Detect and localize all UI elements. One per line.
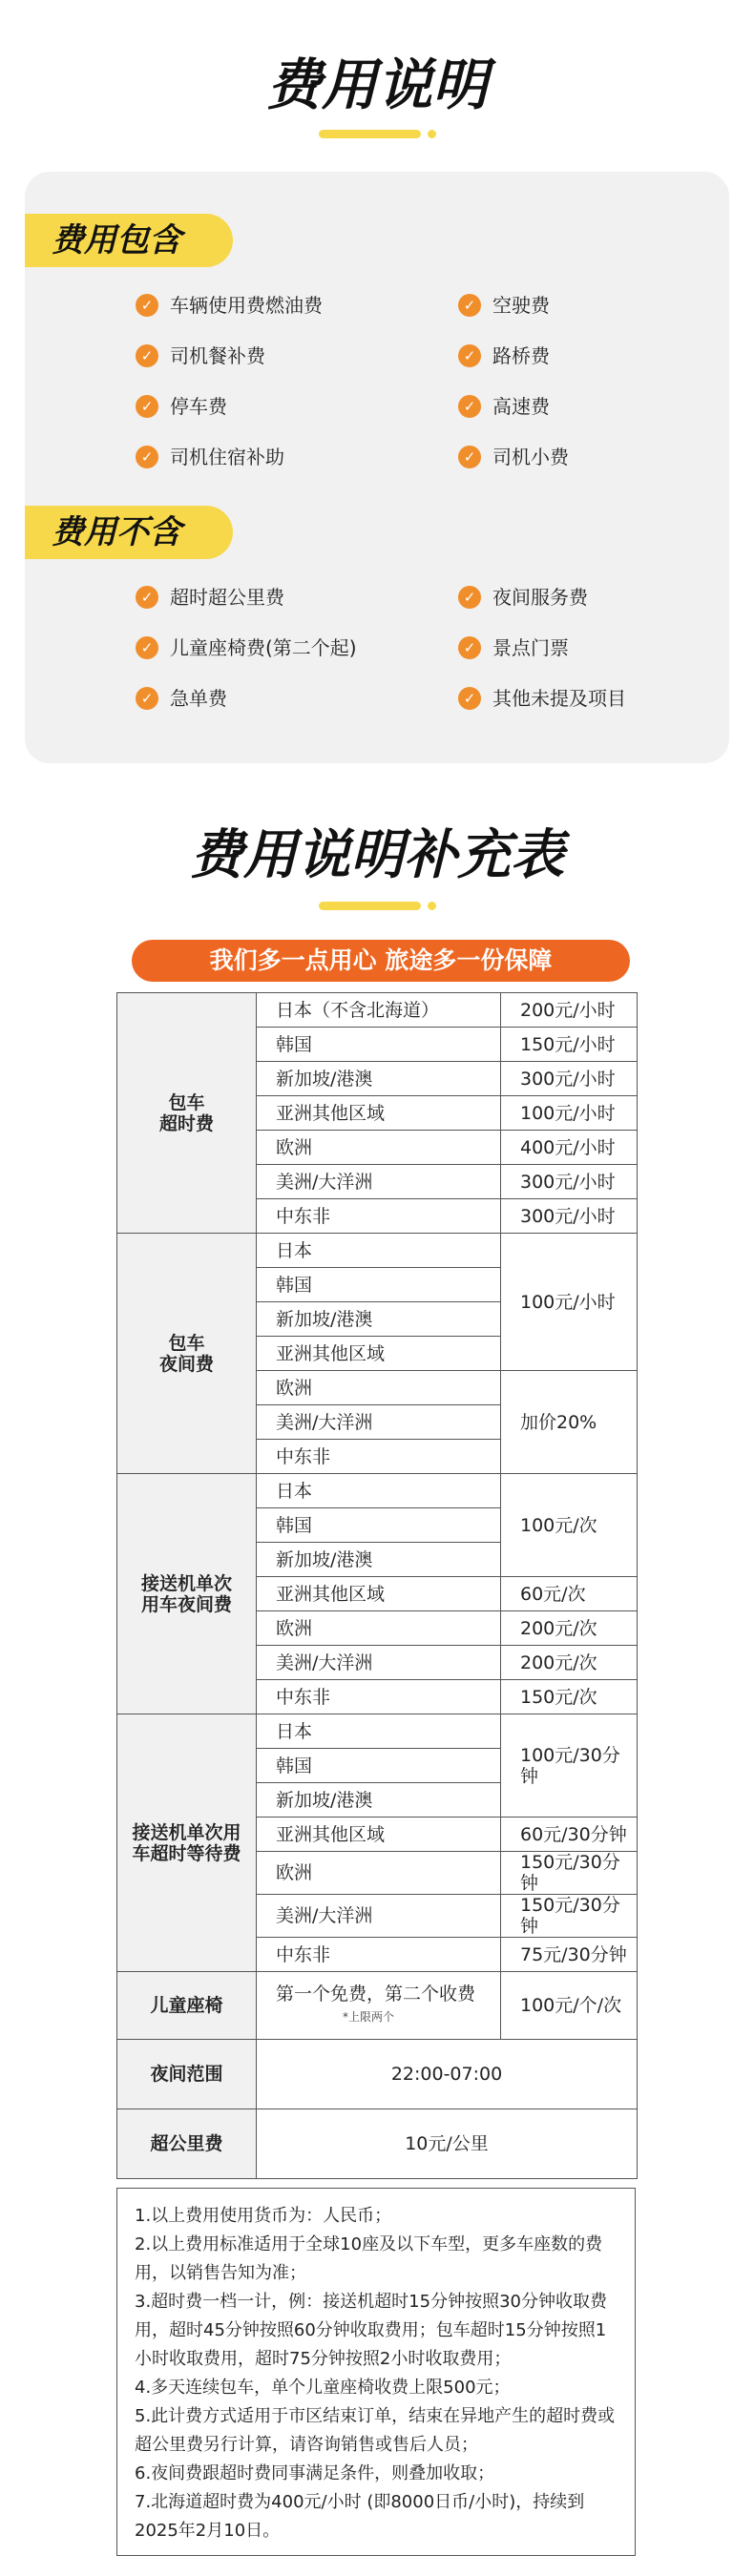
- check-icon: ✓: [458, 446, 481, 468]
- child-seat-desc-cell: [257, 1972, 501, 2040]
- price-cell: 100元/30分钟: [501, 1714, 638, 1818]
- price-cell: 150元/小时: [501, 1028, 638, 1062]
- child-seat-desc: 第一个免费，第二个收费: [276, 1984, 476, 2005]
- excluded-item: ✓ 夜间服务费: [458, 582, 588, 613]
- region-cell: 中东非: [257, 1680, 501, 1714]
- price-cell: 300元/小时: [501, 1165, 638, 1199]
- note-item: 2.以上费用标准适用于全球10座及以下车型，更多车座数的费用，以销售告知为准；: [135, 2234, 603, 2283]
- region-cell: 亚洲其他区域: [257, 1577, 501, 1611]
- region-cell: 韩国: [257, 1749, 501, 1783]
- note-item: 1.以上费用使用货币为：人民币；: [135, 2206, 392, 2226]
- price-cell: 75元/30分钟: [501, 1938, 638, 1972]
- note-item: 4.多天连续包车，单个儿童座椅收费上限500元；: [135, 2378, 511, 2398]
- region-cell: 中东非: [257, 1440, 501, 1474]
- check-icon: ✓: [458, 294, 481, 317]
- region-cell: 新加坡/港澳: [257, 1783, 501, 1818]
- price-cell: 200元/小时: [501, 993, 638, 1028]
- region-cell: 亚洲其他区域: [257, 1818, 501, 1852]
- region-cell: 欧洲: [257, 1852, 501, 1895]
- region-cell: 日本: [257, 1234, 501, 1268]
- included-item: ✓ 路桥费: [458, 341, 550, 371]
- region-cell: 美洲/大洋洲: [257, 1405, 501, 1440]
- excluded-item: ✓ 超时超公里费: [136, 582, 284, 613]
- supplement-underline-dot: [428, 902, 436, 910]
- check-icon: ✓: [136, 294, 158, 317]
- excluded-item: ✓ 景点门票: [458, 633, 569, 663]
- title-underline: [319, 130, 421, 138]
- excluded-item: ✓ 急单费: [136, 683, 227, 714]
- extra-km-value: 10元/公里: [257, 2109, 638, 2179]
- page-title: 费用说明: [265, 52, 488, 117]
- slogan-banner: 我们多一点用心 旅途多一份保障: [132, 940, 630, 982]
- region-cell: 亚洲其他区域: [257, 1337, 501, 1371]
- category-cell: 夜间范围: [117, 2040, 257, 2109]
- check-icon: ✓: [136, 446, 158, 468]
- price-cell: 100元/小时: [501, 1096, 638, 1131]
- region-cell: 欧洲: [257, 1371, 501, 1405]
- category-cell: 包车 夜间费: [117, 1234, 257, 1474]
- region-cell: 日本: [257, 1474, 501, 1508]
- table-row: [117, 2109, 638, 2179]
- price-cell: 100元/小时: [501, 1234, 638, 1371]
- check-icon: ✓: [136, 344, 158, 367]
- price-cell: 100元/次: [501, 1474, 638, 1577]
- table-row: [117, 2040, 638, 2109]
- category-cell: 超公里费: [117, 2109, 257, 2179]
- included-label: 费用包含: [25, 214, 233, 267]
- table-row: [117, 993, 638, 1028]
- category-cell: 接送机单次用 车超时等待费: [117, 1714, 257, 1972]
- region-cell: 新加坡/港澳: [257, 1062, 501, 1096]
- fee-card: [25, 172, 729, 763]
- night-range-value: 22:00-07:00: [257, 2040, 638, 2109]
- region-cell: 韩国: [257, 1508, 501, 1543]
- included-item: ✓ 空驶费: [458, 290, 550, 321]
- region-cell: 日本（不含北海道）: [257, 993, 501, 1028]
- price-cell: 100元/个/次: [501, 1972, 638, 2040]
- supplement-underline: [319, 902, 421, 910]
- excluded-label: 费用不含: [25, 506, 233, 559]
- included-item: ✓ 高速费: [458, 391, 550, 422]
- price-cell: 150元/30分钟: [501, 1895, 638, 1938]
- price-cell: 60元/次: [501, 1577, 638, 1611]
- check-icon: ✓: [458, 687, 481, 710]
- supplement-title: 费用说明补充表: [190, 823, 564, 886]
- price-cell: 150元/次: [501, 1680, 638, 1714]
- region-cell: 中东非: [257, 1938, 501, 1972]
- table-row: [117, 1972, 638, 2040]
- included-item: ✓ 车辆使用费燃油费: [136, 290, 323, 321]
- region-cell: 新加坡/港澳: [257, 1543, 501, 1577]
- region-cell: 韩国: [257, 1028, 501, 1062]
- price-cell: 200元/次: [501, 1611, 638, 1646]
- region-cell: 美洲/大洋洲: [257, 1895, 501, 1938]
- note-item: 3.超时费一档一计，例：接送机超时15分钟按照30分钟收取费用，超时45分钟按照60分钟收取费用；包车超时15分钟按照1小时收取费用，超时75分钟按照2小时收取费用；: [135, 2292, 607, 2369]
- price-cell: 200元/次: [501, 1646, 638, 1680]
- excluded-item: ✓ 其他未提及项目: [458, 683, 626, 714]
- region-cell: 欧洲: [257, 1611, 501, 1646]
- region-cell: 韩国: [257, 1268, 501, 1302]
- table-row: [117, 1474, 638, 1508]
- table-row: [117, 1234, 638, 1268]
- check-icon: ✓: [458, 636, 481, 659]
- notes-box: [116, 2188, 636, 2556]
- included-item: ✓ 停车费: [136, 391, 227, 422]
- check-icon: ✓: [136, 586, 158, 609]
- region-cell: 美洲/大洋洲: [257, 1646, 501, 1680]
- region-cell: 新加坡/港澳: [257, 1302, 501, 1337]
- check-icon: ✓: [136, 687, 158, 710]
- title-underline-dot: [428, 130, 436, 138]
- check-icon: ✓: [136, 395, 158, 418]
- category-cell: 接送机单次 用车夜间费: [117, 1474, 257, 1714]
- included-item: ✓ 司机小费: [458, 442, 569, 472]
- price-cell: 400元/小时: [501, 1131, 638, 1165]
- check-icon: ✓: [458, 586, 481, 609]
- check-icon: ✓: [458, 395, 481, 418]
- category-cell: 儿童座椅: [117, 1972, 257, 2040]
- category-cell: 包车 超时费: [117, 993, 257, 1234]
- child-seat-note: *上限两个: [343, 2010, 395, 2024]
- region-cell: 亚洲其他区域: [257, 1096, 501, 1131]
- table-row: [117, 1714, 638, 1749]
- price-cell: 60元/30分钟: [501, 1818, 638, 1852]
- note-item: 7.北海道超时费为400元/小时 (即8000日币/小时)，持续到2025年2月10日。: [135, 2492, 585, 2541]
- price-cell: 150元/30分钟: [501, 1852, 638, 1895]
- excluded-item: ✓ 儿童座椅费(第二个起): [136, 633, 357, 663]
- check-icon: ✓: [458, 344, 481, 367]
- region-cell: 欧洲: [257, 1131, 501, 1165]
- fee-table: [116, 992, 638, 2179]
- price-cell: 加价20%: [501, 1371, 638, 1474]
- price-cell: 300元/小时: [501, 1062, 638, 1096]
- check-icon: ✓: [136, 636, 158, 659]
- note-item: 5.此计费方式适用于市区结束订单，结束在异地产生的超时费或超公里费另行计算，请咨询销售或售后人员；: [135, 2406, 616, 2455]
- region-cell: 美洲/大洋洲: [257, 1165, 501, 1199]
- included-item: ✓ 司机住宿补助: [136, 442, 284, 472]
- region-cell: 日本: [257, 1714, 501, 1749]
- included-item: ✓ 司机餐补费: [136, 341, 265, 371]
- note-item: 6.夜间费跟超时费同事满足条件，则叠加收取；: [135, 2463, 495, 2483]
- region-cell: 中东非: [257, 1199, 501, 1234]
- price-cell: 300元/小时: [501, 1199, 638, 1234]
